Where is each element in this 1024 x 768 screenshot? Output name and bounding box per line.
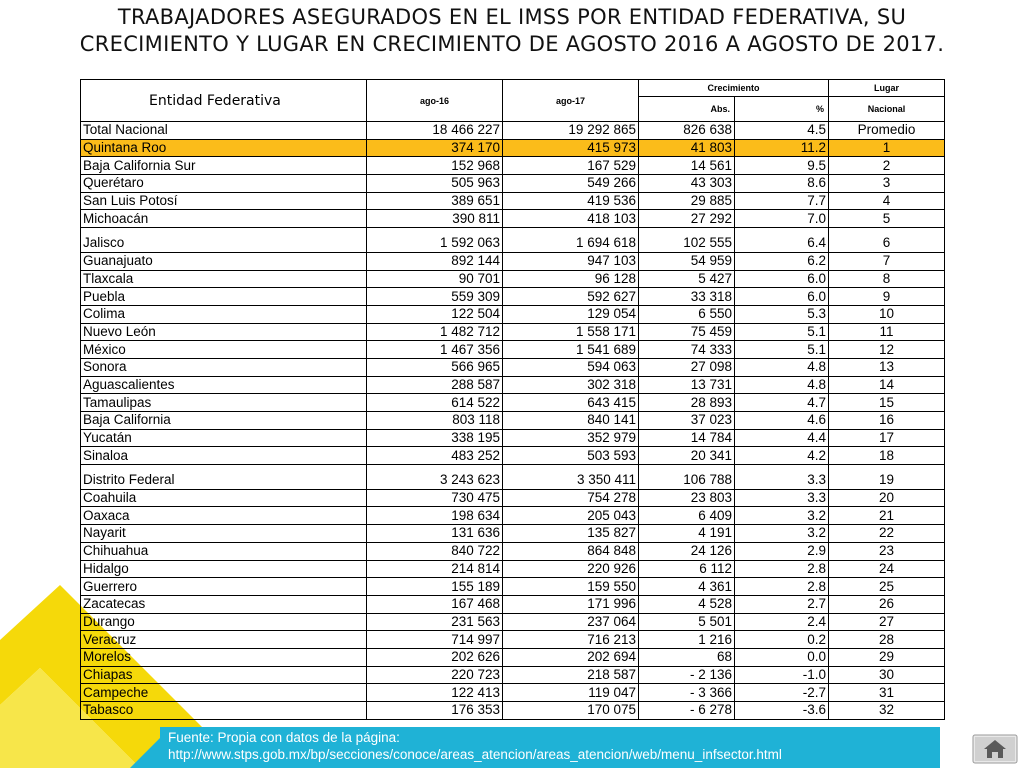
cell-ago17: 418 103 [503, 210, 639, 228]
cell-ago16: 122 504 [367, 305, 503, 323]
cell-abs: 6 409 [639, 507, 735, 525]
cell-entidad: Zacatecas [81, 595, 367, 613]
cell-ago16: 505 963 [367, 175, 503, 193]
table-row [81, 447, 945, 465]
cell-entidad: Tabasco [81, 702, 367, 720]
cell-lugar: 11 [829, 323, 945, 341]
cell-ago17: 237 064 [503, 613, 639, 631]
cell-pct: 2.4 [735, 613, 829, 631]
table-row [81, 252, 945, 270]
cell-entidad: Puebla [81, 288, 367, 306]
header-nacional: Nacional [829, 97, 945, 122]
table-row [81, 702, 945, 720]
table-row [81, 175, 945, 193]
cell-entidad: Tlaxcala [81, 270, 367, 288]
cell-ago17: 205 043 [503, 507, 639, 525]
cell-lugar: 24 [829, 560, 945, 578]
cell-entidad: Total Nacional [81, 122, 367, 140]
cell-ago16: 155 189 [367, 578, 503, 596]
cell-ago16: 892 144 [367, 252, 503, 270]
cell-ago17: 129 054 [503, 305, 639, 323]
table-row [81, 666, 945, 684]
cell-lugar: 17 [829, 429, 945, 447]
cell-lugar: 5 [829, 210, 945, 228]
cell-abs: 37 023 [639, 412, 735, 430]
cell-pct: -2.7 [735, 684, 829, 702]
table-row [81, 412, 945, 430]
cell-ago16: 390 811 [367, 210, 503, 228]
cell-abs: 14 784 [639, 429, 735, 447]
cell-entidad: Coahuila [81, 489, 367, 507]
cell-pct: 4.2 [735, 447, 829, 465]
cell-abs: 5 427 [639, 270, 735, 288]
cell-pct: 4.4 [735, 429, 829, 447]
source-url[interactable]: http://www.stps.gob.mx/bp/secciones/conoce/areas_atencion/areas_atencion/web/menu_infsector.html [168, 747, 782, 762]
cell-entidad: Guerrero [81, 578, 367, 596]
cell-ago16: 338 195 [367, 429, 503, 447]
cell-ago16: 152 968 [367, 157, 503, 175]
cell-ago16: 1 592 063 [367, 228, 503, 253]
cell-lugar: 10 [829, 305, 945, 323]
cell-ago16: 389 651 [367, 192, 503, 210]
cell-abs: 23 803 [639, 489, 735, 507]
cell-ago17: 415 973 [503, 139, 639, 157]
cell-ago17: 302 318 [503, 376, 639, 394]
cell-abs: 102 555 [639, 228, 735, 253]
table-row [81, 376, 945, 394]
cell-lugar: 32 [829, 702, 945, 720]
cell-ago16: 483 252 [367, 447, 503, 465]
table-row [81, 613, 945, 631]
cell-pct: 3.3 [735, 489, 829, 507]
cell-entidad: Nuevo León [81, 323, 367, 341]
cell-abs: 4 528 [639, 595, 735, 613]
table-row [81, 394, 945, 412]
table-row [81, 358, 945, 376]
cell-abs: 33 318 [639, 288, 735, 306]
cell-pct: -3.6 [735, 702, 829, 720]
cell-entidad: Distrito Federal [81, 465, 367, 490]
cell-ago17: 754 278 [503, 489, 639, 507]
cell-ago17: 643 415 [503, 394, 639, 412]
cell-entidad: Sinaloa [81, 447, 367, 465]
cell-pct: 2.8 [735, 560, 829, 578]
cell-ago16: 3 243 623 [367, 465, 503, 490]
cell-ago17: 864 848 [503, 542, 639, 560]
cell-lugar: 27 [829, 613, 945, 631]
cell-ago16: 131 636 [367, 525, 503, 543]
cell-pct: 4.8 [735, 358, 829, 376]
cell-ago16: 559 309 [367, 288, 503, 306]
cell-ago16: 176 353 [367, 702, 503, 720]
cell-ago17: 96 128 [503, 270, 639, 288]
cell-ago17: 503 593 [503, 447, 639, 465]
cell-ago16: 122 413 [367, 684, 503, 702]
cell-entidad: Yucatán [81, 429, 367, 447]
cell-lugar: 19 [829, 465, 945, 490]
cell-entidad: Chihuahua [81, 542, 367, 560]
cell-pct: 5.1 [735, 323, 829, 341]
cell-abs: 106 788 [639, 465, 735, 490]
cell-lugar: 29 [829, 648, 945, 666]
cell-abs: 20 341 [639, 447, 735, 465]
cell-entidad: Oaxaca [81, 507, 367, 525]
page-title-line-1: TRABAJADORES ASEGURADOS EN EL IMSS POR ENTIDAD FEDERATIVA, SU [117, 5, 907, 29]
page-title-line-2: CRECIMIENTO Y LUGAR EN CRECIMIENTO DE AGOSTO 2016 A AGOSTO DE 2017. [79, 32, 945, 56]
table-row [81, 525, 945, 543]
cell-pct: 5.3 [735, 305, 829, 323]
cell-pct: 0.0 [735, 648, 829, 666]
cell-ago16: 714 997 [367, 631, 503, 649]
cell-lugar: 14 [829, 376, 945, 394]
cell-entidad: Sonora [81, 358, 367, 376]
cell-pct: -1.0 [735, 666, 829, 684]
cell-entidad: Colima [81, 305, 367, 323]
cell-entidad: Baja California [81, 412, 367, 430]
cell-abs: 6 550 [639, 305, 735, 323]
cell-ago17: 716 213 [503, 631, 639, 649]
cell-ago17: 159 550 [503, 578, 639, 596]
cell-abs: 68 [639, 648, 735, 666]
cell-entidad: Quintana Roo [81, 139, 367, 157]
header-ago16: ago-16 [367, 80, 503, 122]
cell-ago16: 374 170 [367, 139, 503, 157]
header-lugar: Lugar [829, 80, 945, 97]
cell-entidad: Durango [81, 613, 367, 631]
table-row [81, 578, 945, 596]
table-row [81, 465, 945, 490]
table-row [81, 139, 945, 157]
cell-ago16: 614 522 [367, 394, 503, 412]
cell-ago17: 419 536 [503, 192, 639, 210]
cell-pct: 9.5 [735, 157, 829, 175]
cell-ago16: 202 626 [367, 648, 503, 666]
cell-lugar: 2 [829, 157, 945, 175]
cell-pct: 6.2 [735, 252, 829, 270]
table-body [81, 122, 945, 720]
header-entidad: Entidad Federativa [81, 80, 367, 122]
cell-ago17: 840 141 [503, 412, 639, 430]
table-row [81, 631, 945, 649]
cell-pct: 6.0 [735, 270, 829, 288]
table-row [81, 560, 945, 578]
cell-ago17: 1 558 171 [503, 323, 639, 341]
cell-abs: 4 191 [639, 525, 735, 543]
cell-lugar: 20 [829, 489, 945, 507]
cell-abs: 75 459 [639, 323, 735, 341]
table-row [81, 323, 945, 341]
cell-ago17: 1 541 689 [503, 341, 639, 359]
cell-pct: 3.3 [735, 465, 829, 490]
cell-lugar: 12 [829, 341, 945, 359]
cell-lugar: 26 [829, 595, 945, 613]
home-icon[interactable] [972, 734, 1018, 764]
header-pct: % [735, 97, 829, 122]
cell-ago16: 840 722 [367, 542, 503, 560]
cell-lugar: 15 [829, 394, 945, 412]
cell-lugar: 9 [829, 288, 945, 306]
cell-lugar: 13 [829, 358, 945, 376]
cell-ago16: 220 723 [367, 666, 503, 684]
cell-abs: - 6 278 [639, 702, 735, 720]
cell-lugar: 18 [829, 447, 945, 465]
cell-ago17: 592 627 [503, 288, 639, 306]
cell-pct: 0.2 [735, 631, 829, 649]
cell-lugar: 28 [829, 631, 945, 649]
source-label: Fuente: Propia con datos de la página: [168, 730, 400, 745]
table-row [81, 228, 945, 253]
cell-abs: - 3 366 [639, 684, 735, 702]
cell-pct: 8.6 [735, 175, 829, 193]
table-row [81, 595, 945, 613]
cell-ago16: 214 814 [367, 560, 503, 578]
cell-lugar: 16 [829, 412, 945, 430]
data-table [80, 79, 945, 720]
cell-ago17: 19 292 865 [503, 122, 639, 140]
cell-lugar: 31 [829, 684, 945, 702]
cell-pct: 2.7 [735, 595, 829, 613]
cell-lugar: 30 [829, 666, 945, 684]
cell-pct: 6.0 [735, 288, 829, 306]
source-footer [160, 727, 940, 768]
cell-entidad: Jalisco [81, 228, 367, 253]
cell-pct: 4.5 [735, 122, 829, 140]
cell-pct: 7.7 [735, 192, 829, 210]
table-row [81, 507, 945, 525]
cell-ago16: 90 701 [367, 270, 503, 288]
cell-abs: 826 638 [639, 122, 735, 140]
cell-ago17: 220 926 [503, 560, 639, 578]
cell-abs: 74 333 [639, 341, 735, 359]
cell-ago16: 198 634 [367, 507, 503, 525]
cell-abs: 6 112 [639, 560, 735, 578]
cell-ago16: 288 587 [367, 376, 503, 394]
table-row [81, 341, 945, 359]
cell-ago16: 803 118 [367, 412, 503, 430]
cell-pct: 5.1 [735, 341, 829, 359]
table-row [81, 157, 945, 175]
cell-pct: 6.4 [735, 228, 829, 253]
cell-entidad: Hidalgo [81, 560, 367, 578]
cell-entidad: Michoacán [81, 210, 367, 228]
cell-ago17: 218 587 [503, 666, 639, 684]
cell-entidad: Tamaulipas [81, 394, 367, 412]
cell-ago16: 18 466 227 [367, 122, 503, 140]
cell-pct: 4.6 [735, 412, 829, 430]
header-crecimiento: Crecimiento [639, 80, 829, 97]
cell-pct: 2.9 [735, 542, 829, 560]
cell-lugar: 8 [829, 270, 945, 288]
table-row [81, 489, 945, 507]
cell-abs: 24 126 [639, 542, 735, 560]
cell-lugar: 23 [829, 542, 945, 560]
cell-ago17: 352 979 [503, 429, 639, 447]
cell-ago16: 566 965 [367, 358, 503, 376]
cell-abs: 54 959 [639, 252, 735, 270]
cell-pct: 4.8 [735, 376, 829, 394]
data-table-container [80, 79, 944, 720]
cell-lugar: Promedio [829, 122, 945, 140]
cell-abs: 4 361 [639, 578, 735, 596]
table-row [81, 270, 945, 288]
cell-ago17: 594 063 [503, 358, 639, 376]
cell-pct: 4.7 [735, 394, 829, 412]
cell-ago17: 549 266 [503, 175, 639, 193]
cell-abs: 43 303 [639, 175, 735, 193]
cell-entidad: Aguascalientes [81, 376, 367, 394]
cell-ago17: 1 694 618 [503, 228, 639, 253]
cell-lugar: 1 [829, 139, 945, 157]
table-row [81, 288, 945, 306]
cell-ago16: 231 563 [367, 613, 503, 631]
cell-ago17: 135 827 [503, 525, 639, 543]
table-row [81, 210, 945, 228]
cell-abs: 14 561 [639, 157, 735, 175]
cell-ago17: 170 075 [503, 702, 639, 720]
cell-entidad: San Luis Potosí [81, 192, 367, 210]
cell-ago17: 119 047 [503, 684, 639, 702]
page-title [0, 4, 1024, 58]
cell-pct: 2.8 [735, 578, 829, 596]
cell-lugar: 6 [829, 228, 945, 253]
cell-abs: - 2 136 [639, 666, 735, 684]
cell-ago17: 171 996 [503, 595, 639, 613]
cell-abs: 29 885 [639, 192, 735, 210]
cell-entidad: Nayarit [81, 525, 367, 543]
table-row [81, 305, 945, 323]
cell-pct: 7.0 [735, 210, 829, 228]
cell-ago17: 3 350 411 [503, 465, 639, 490]
table-row [81, 648, 945, 666]
cell-abs: 1 216 [639, 631, 735, 649]
cell-ago17: 167 529 [503, 157, 639, 175]
table-row [81, 684, 945, 702]
cell-abs: 27 292 [639, 210, 735, 228]
cell-entidad: Veracruz [81, 631, 367, 649]
cell-lugar: 4 [829, 192, 945, 210]
cell-entidad: Campeche [81, 684, 367, 702]
cell-ago16: 167 468 [367, 595, 503, 613]
cell-entidad: Guanajuato [81, 252, 367, 270]
table-row [81, 542, 945, 560]
cell-entidad: Querétaro [81, 175, 367, 193]
cell-entidad: Morelos [81, 648, 367, 666]
cell-abs: 41 803 [639, 139, 735, 157]
cell-ago16: 1 482 712 [367, 323, 503, 341]
table-row [81, 122, 945, 140]
cell-abs: 27 098 [639, 358, 735, 376]
cell-ago17: 202 694 [503, 648, 639, 666]
cell-abs: 28 893 [639, 394, 735, 412]
header-ago17: ago-17 [503, 80, 639, 122]
cell-lugar: 22 [829, 525, 945, 543]
cell-lugar: 7 [829, 252, 945, 270]
cell-lugar: 25 [829, 578, 945, 596]
cell-ago16: 730 475 [367, 489, 503, 507]
cell-pct: 11.2 [735, 139, 829, 157]
cell-pct: 3.2 [735, 525, 829, 543]
cell-abs: 13 731 [639, 376, 735, 394]
cell-pct: 3.2 [735, 507, 829, 525]
cell-lugar: 3 [829, 175, 945, 193]
header-abs: Abs. [639, 97, 735, 122]
cell-entidad: Baja California Sur [81, 157, 367, 175]
cell-entidad: Chiapas [81, 666, 367, 684]
cell-ago16: 1 467 356 [367, 341, 503, 359]
cell-entidad: México [81, 341, 367, 359]
cell-ago17: 947 103 [503, 252, 639, 270]
table-row [81, 192, 945, 210]
table-row [81, 429, 945, 447]
cell-lugar: 21 [829, 507, 945, 525]
cell-abs: 5 501 [639, 613, 735, 631]
